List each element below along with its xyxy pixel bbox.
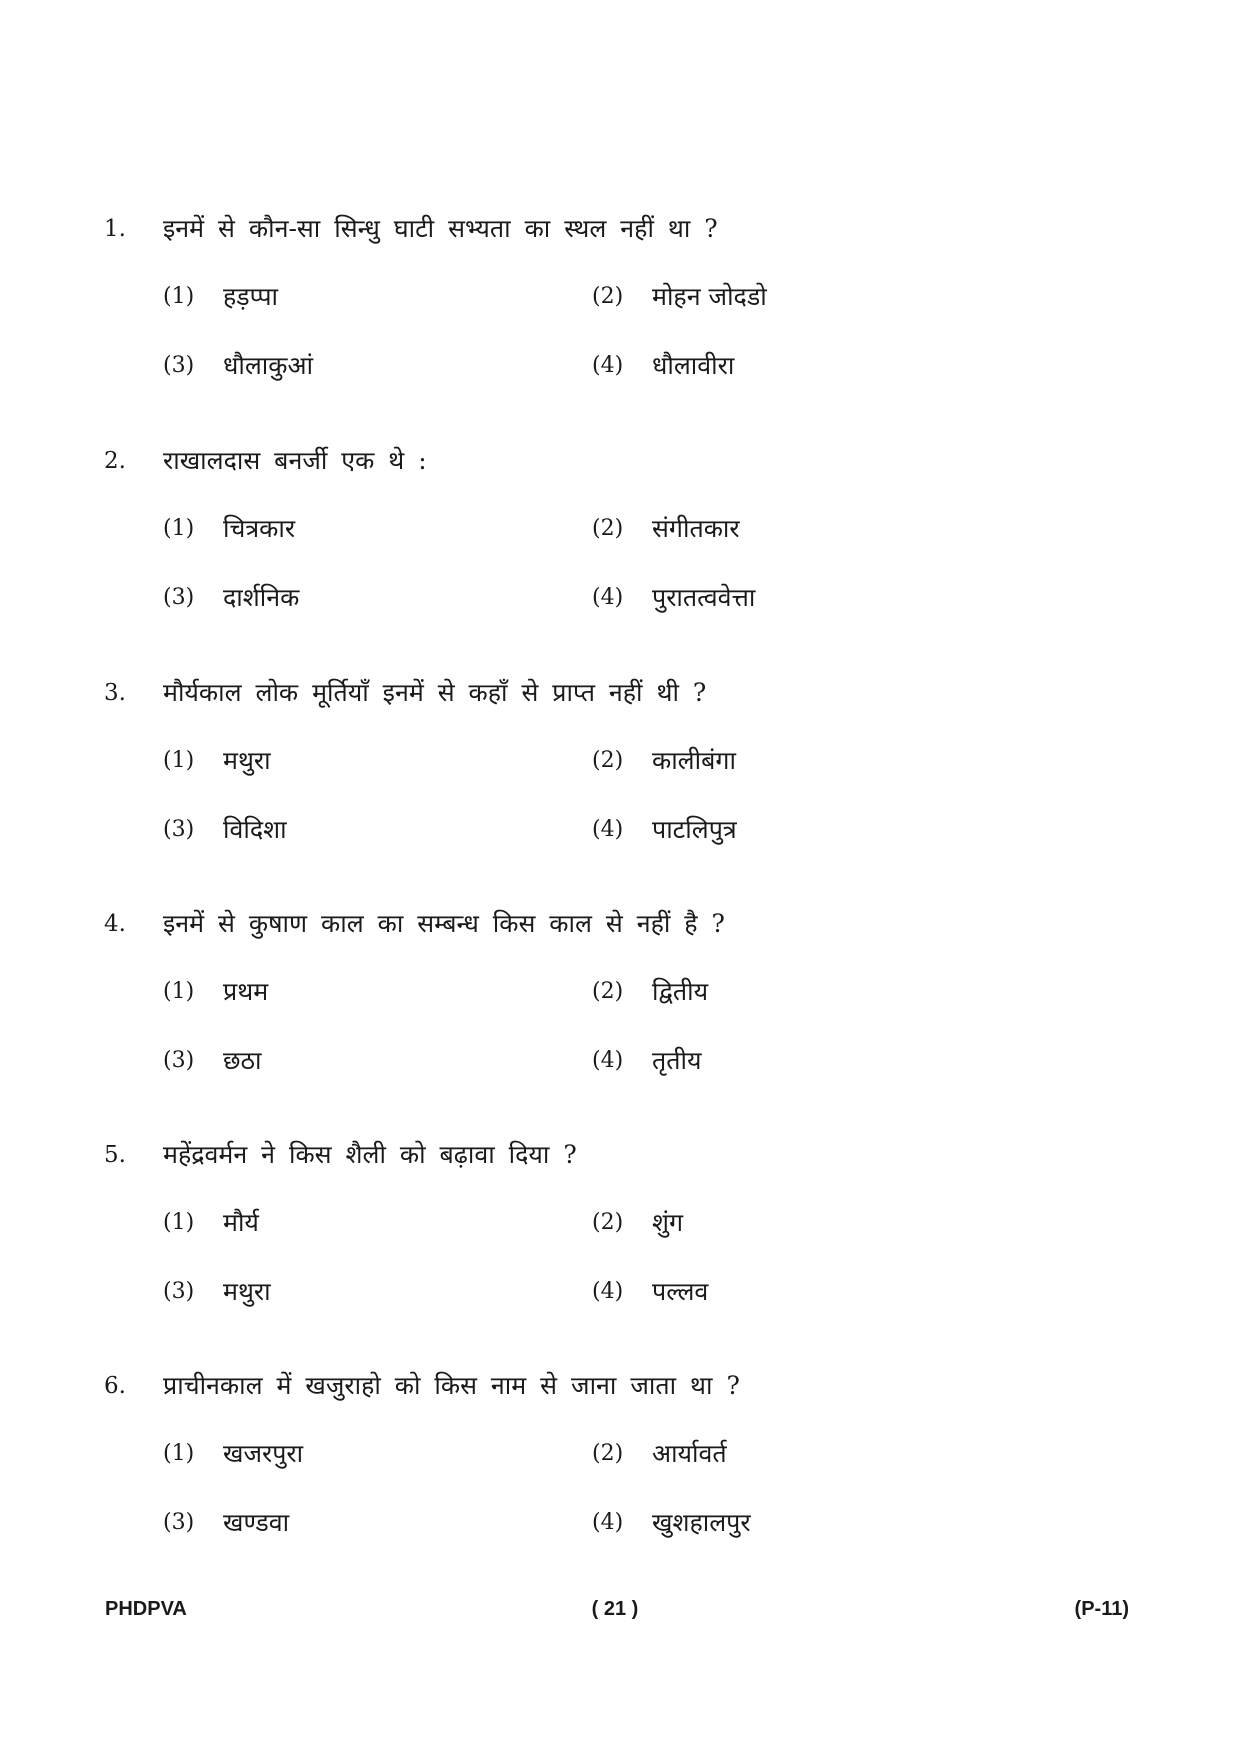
question-text: प्राचीनकाल में खजुराहो को किस नाम से जाना जाता था ? (163, 1371, 740, 1400)
question-text: महेंद्रवर्मन ने किस शैली को बढ़ावा दिया ? (163, 1140, 577, 1169)
option-text: पाटलिपुत्र (652, 815, 737, 844)
option-number: (3) (163, 1279, 195, 1304)
paper-code: PHDPVA (105, 1598, 187, 1620)
paper-set: (P-11) (1074, 1598, 1129, 1620)
option-text: मथुरा (223, 746, 271, 775)
question-5 (0, 1135, 1241, 1335)
page-number: ( 21 ) (591, 1598, 639, 1620)
option-number: (4) (592, 1048, 624, 1073)
option-text: आर्यावर्त (652, 1439, 727, 1468)
option-number: (2) (592, 516, 624, 541)
option-text: धौलाकुआं (223, 351, 314, 380)
option-text: पुरातत्ववेत्ता (652, 583, 756, 612)
option-text: विदिशा (223, 815, 287, 844)
question-4 (0, 904, 1241, 1104)
option-number: (3) (163, 1048, 195, 1073)
option-text: तृतीय (652, 1046, 702, 1075)
option-number: (1) (163, 284, 195, 309)
question-number: 4. (104, 911, 126, 937)
question-3 (0, 673, 1241, 873)
option-text: कालीबंगा (652, 746, 736, 775)
question-number: 6. (104, 1373, 126, 1399)
question-number: 3. (104, 680, 126, 706)
option-number: (1) (163, 748, 195, 773)
option-text: चित्रकार (223, 514, 296, 543)
question-text: मौर्यकाल लोक मूर्तियाँ इनमें से कहाँ से प्राप्त नहीं थी ? (163, 678, 707, 707)
option-number: (2) (592, 979, 624, 1004)
option-number: (4) (592, 1510, 624, 1535)
option-number: (2) (592, 748, 624, 773)
option-text: संगीतकार (652, 514, 740, 543)
question-2 (0, 441, 1241, 641)
question-text: इनमें से कौन-सा सिन्धु घाटी सभ्यता का स्थल नहीं था ? (163, 214, 718, 243)
option-text: धौलावीरा (652, 351, 735, 380)
question-number: 5. (104, 1142, 126, 1168)
option-text: खजरपुरा (223, 1439, 304, 1468)
option-number: (3) (163, 353, 195, 378)
option-text: द्वितीय (652, 977, 709, 1006)
option-number: (1) (163, 1210, 195, 1235)
option-text: मौर्य (223, 1208, 259, 1237)
option-number: (4) (592, 817, 624, 842)
question-number: 1. (104, 216, 126, 242)
option-number: (1) (163, 1441, 195, 1466)
option-text: मोहन जोदडो (652, 282, 767, 311)
option-number: (4) (592, 353, 624, 378)
option-number: (4) (592, 1279, 624, 1304)
option-text: दार्शनिक (223, 583, 300, 612)
option-text: खुशहालपुर (652, 1508, 751, 1537)
option-number: (3) (163, 1510, 195, 1535)
option-text: हड़प्पा (223, 282, 279, 311)
option-text: खण्डवा (223, 1508, 290, 1537)
option-number: (2) (592, 1441, 624, 1466)
option-number: (2) (592, 284, 624, 309)
option-number: (2) (592, 1210, 624, 1235)
option-text: छठा (223, 1046, 262, 1075)
question-1 (0, 209, 1241, 409)
page-footer (0, 1594, 1241, 1624)
option-number: (3) (163, 817, 195, 842)
option-text: पल्लव (652, 1277, 709, 1306)
question-text: इनमें से कुषाण काल का सम्बन्ध किस काल से नहीं है ? (163, 909, 725, 938)
option-number: (4) (592, 585, 624, 610)
option-text: शुंग (652, 1208, 684, 1237)
option-text: मथुरा (223, 1277, 271, 1306)
question-text: राखालदास बनर्जी एक थे : (163, 446, 427, 475)
question-6 (0, 1366, 1241, 1566)
option-number: (1) (163, 516, 195, 541)
option-text: प्रथम (223, 977, 269, 1006)
option-number: (3) (163, 585, 195, 610)
option-number: (1) (163, 979, 195, 1004)
question-number: 2. (104, 448, 126, 474)
